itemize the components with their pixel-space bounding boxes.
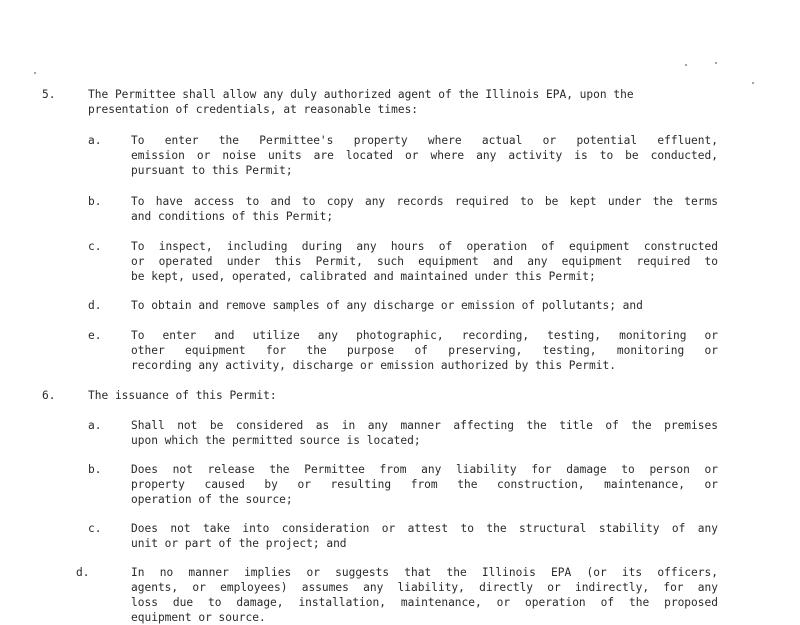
text-line: emission or noise units are located or where any activity is to be conducted, <box>131 149 718 162</box>
text-line: recording any activity, discharge or emission authorized by this Permit. <box>131 359 616 372</box>
text-line: pursuant to this Permit; <box>131 164 293 177</box>
scan-speck <box>34 72 36 74</box>
list-item-text <box>131 521 718 551</box>
scan-speck <box>715 62 717 64</box>
item-label: c. <box>88 240 102 253</box>
item-label: a. <box>88 419 102 432</box>
text-line: In no manner implies or suggests that the Illinois EPA (or its officers, <box>131 566 718 579</box>
text-line: To enter the Permittee's property where actual or potential effluent, <box>131 134 718 147</box>
text-line: equipment or source. <box>131 611 266 624</box>
section-intro <box>88 388 718 403</box>
text-line: The Permittee shall allow any duly authorized agent of the Illinois EPA, upon the <box>88 88 634 101</box>
item-label: b. <box>88 463 102 476</box>
scan-speck <box>685 64 687 66</box>
text-line: operation of the source; <box>131 493 293 506</box>
text-line: To obtain and remove samples of any discharge or emission of pollutants; and <box>131 299 643 312</box>
text-line: or operated under this Permit, such equipment and any equipment required to <box>131 255 718 268</box>
text-line: The issuance of this Permit: <box>88 389 277 402</box>
list-item-text <box>131 328 718 373</box>
list-item-text <box>131 418 718 448</box>
item-label: a. <box>88 134 102 147</box>
section-number: 5. <box>42 88 56 101</box>
text-line: loss due to damage, installation, maintenance, or operation of the proposed <box>131 596 718 609</box>
text-line: unit or part of the project; and <box>131 537 347 550</box>
text-line: Does not take into consideration or attest to the structural stability of any <box>131 522 718 535</box>
text-line: presentation of credentials, at reasonable times: <box>88 103 419 116</box>
list-item-text <box>131 133 718 178</box>
list-item-text <box>131 194 718 224</box>
text-line: agents, or employees) assumes any liability, directly or indirectly, for any <box>131 581 718 594</box>
item-label: c. <box>88 522 102 535</box>
item-label: b. <box>88 195 102 208</box>
text-line: Does not release the Permittee from any liability for damage to person or <box>131 463 718 476</box>
text-line: To have access to and to copy any records required to be kept under the terms <box>131 195 718 208</box>
section-number: 6. <box>42 389 56 402</box>
item-label: e. <box>88 329 102 342</box>
list-item-text <box>131 462 718 507</box>
text-line: property caused by or resulting from the construction, maintenance, or <box>131 478 718 491</box>
text-line: and conditions of this Permit; <box>131 210 334 223</box>
list-item-text <box>131 565 718 625</box>
item-label: d. <box>88 299 102 312</box>
scan-speck <box>752 82 754 84</box>
text-line: To inspect, including during any hours of operation of equipment constructed <box>131 240 718 253</box>
section-intro <box>88 87 718 117</box>
item-label: d. <box>76 566 90 579</box>
list-item-text <box>131 239 718 284</box>
text-line: Shall not be considered as in any manner affecting the title of the premises <box>131 419 718 432</box>
text-line: be kept, used, operated, calibrated and maintained under this Permit; <box>131 270 596 283</box>
text-line: To enter and utilize any photographic, recording, testing, monitoring or <box>131 329 718 342</box>
text-line: upon which the permitted source is located; <box>131 434 421 447</box>
text-line: other equipment for the purpose of preserving, testing, monitoring or <box>131 344 718 357</box>
list-item-text <box>131 298 718 313</box>
